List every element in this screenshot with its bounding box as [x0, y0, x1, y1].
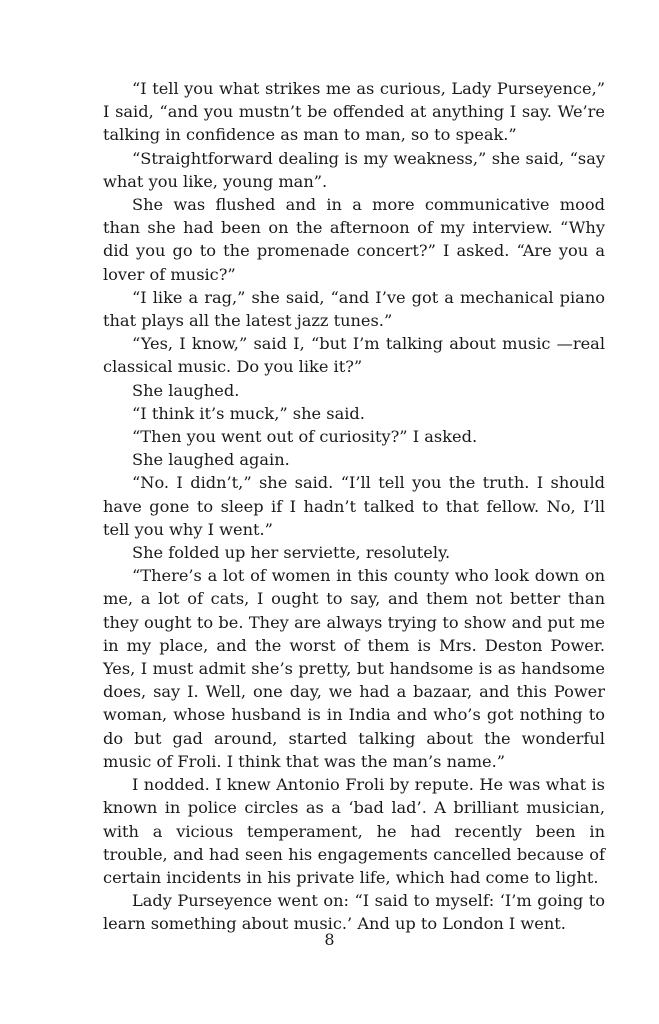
paragraph: She was flushed and in a more communicative mood than she had been on the afternoon of my interview. “Why did you go to the promenade concert?” I asked. “Are you a lover of music?”	[103, 195, 605, 284]
paragraph: “I like a rag,” she said, “and I’ve got a mechanical piano that plays all the latest jazz tunes.”	[103, 287, 605, 331]
paragraph: Lady Purseyence went on: “I said to myself: ‘I’m going to learn something about music.’ And up to London I went.	[103, 891, 605, 934]
paragraph: “There’s a lot of women in this county who look down on me, a lot of cats, I ought to say, and them not better than they ought to be. They are always trying to show and put me in my place, and the worst of them is Mrs. Deston Power. Yes, I must admit she’s pretty, but handsome is as handsome does, say I. Well, one day, we had a bazaar, and this Power woman, whose husband is in India and who’s got nothing to do but gad around, started talking about the wonderful music of Froli. I think that was the man’s name.”	[103, 566, 605, 771]
paragraph: She folded up her serviette, resolutely.	[132, 543, 451, 563]
paragraph: “Straightforward dealing is my weakness,” she said, “say what you like, young man”.	[103, 148, 605, 191]
paragraph: “I think it’s muck,” she said.	[132, 403, 365, 423]
paragraph: “Then you went out of curiosity?” I asked.	[132, 427, 478, 447]
paragraph: I nodded. I knew Antonio Froli by repute. He was what is known in police circles as a ‘bad lad’. A brilliant musician, with a vicious temperament, he had recently been in trouble, and had seen his engagements cancelled because of certain incidents in his private life, which had come to light.	[103, 775, 605, 887]
paragraph: “No. I didn’t,” she said. “I’ll tell you the truth. I should have gone to sleep if I hadn’t talked to that fellow. No, I’ll tell you why I went.”	[103, 473, 605, 539]
paragraph: “Yes, I know,” said I, “but I’m talking about music —real classical music. Do you like it?”	[103, 334, 605, 377]
paragraph: She laughed again.	[132, 450, 290, 470]
page-number: 8	[324, 930, 335, 949]
paragraph: “I tell you what strikes me as curious, Lady Purseyence,” I said, “and you mustn’t be offended at anything I say. We’re talking in confidence as man to man, so to speak.”	[103, 79, 605, 145]
paragraph: She laughed.	[132, 380, 240, 400]
page-body	[103, 77, 605, 936]
